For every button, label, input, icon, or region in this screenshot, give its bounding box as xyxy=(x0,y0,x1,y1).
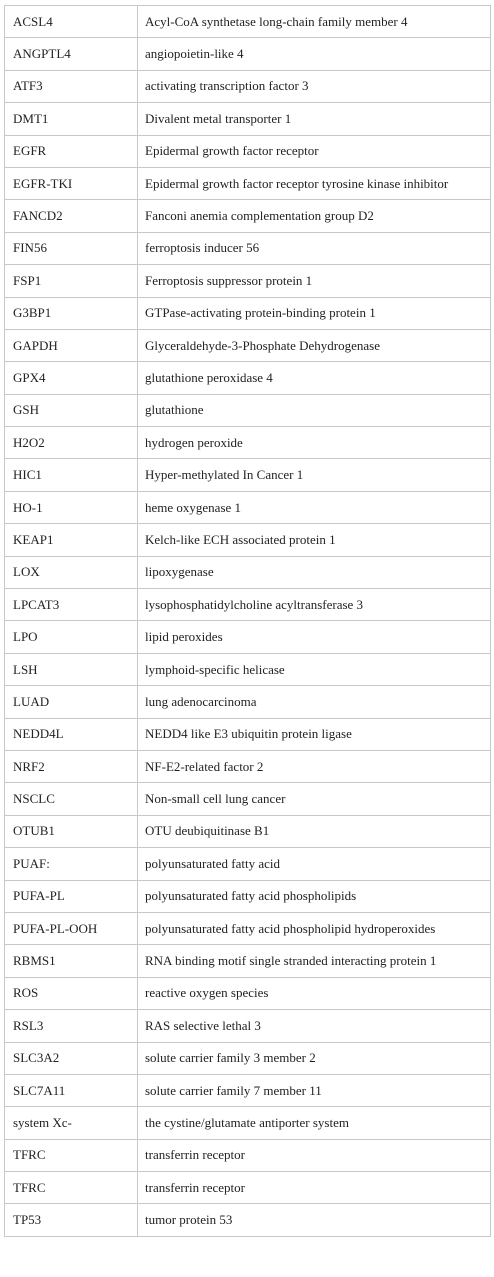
abbreviation-cell: LPCAT3 xyxy=(5,589,138,621)
table-row xyxy=(5,6,491,38)
table-row xyxy=(5,167,491,199)
table-row xyxy=(5,70,491,102)
table-row xyxy=(5,1042,491,1074)
abbreviation-cell: GSH xyxy=(5,394,138,426)
abbreviation-cell: PUFA-PL xyxy=(5,880,138,912)
abbreviation-cell: OTUB1 xyxy=(5,815,138,847)
abbreviation-cell: FIN56 xyxy=(5,232,138,264)
abbreviation-cell: FSP1 xyxy=(5,265,138,297)
definition-cell: solute carrier family 7 member 11 xyxy=(138,1074,491,1106)
abbreviations-table-body xyxy=(5,6,491,1237)
definition-cell: Non-small cell lung cancer xyxy=(138,783,491,815)
table-row xyxy=(5,589,491,621)
definition-cell: tumor protein 53 xyxy=(138,1204,491,1236)
definition-cell: lipid peroxides xyxy=(138,621,491,653)
table-row xyxy=(5,686,491,718)
definition-cell: Fanconi anemia complementation group D2 xyxy=(138,200,491,232)
definition-cell: Glyceraldehyde-3-Phosphate Dehydrogenase xyxy=(138,329,491,361)
definition-cell: lipoxygenase xyxy=(138,556,491,588)
abbreviation-cell: ROS xyxy=(5,977,138,1009)
definition-cell: Kelch-like ECH associated protein 1 xyxy=(138,524,491,556)
definition-cell: solute carrier family 3 member 2 xyxy=(138,1042,491,1074)
definition-cell: NF-E2-related factor 2 xyxy=(138,750,491,782)
abbreviation-cell: KEAP1 xyxy=(5,524,138,556)
definition-cell: ferroptosis inducer 56 xyxy=(138,232,491,264)
definition-cell: glutathione peroxidase 4 xyxy=(138,362,491,394)
table-row xyxy=(5,1139,491,1171)
table-row xyxy=(5,362,491,394)
abbreviation-cell: DMT1 xyxy=(5,103,138,135)
abbreviation-cell: PUFA-PL-OOH xyxy=(5,912,138,944)
abbreviation-cell: NSCLC xyxy=(5,783,138,815)
definition-cell: transferrin receptor xyxy=(138,1172,491,1204)
table-row xyxy=(5,297,491,329)
abbreviation-cell: PUAF: xyxy=(5,848,138,880)
definition-cell: glutathione xyxy=(138,394,491,426)
abbreviation-cell: RSL3 xyxy=(5,1010,138,1042)
definition-cell: Divalent metal transporter 1 xyxy=(138,103,491,135)
abbreviation-cell: ANGPTL4 xyxy=(5,38,138,70)
definition-cell: RNA binding motif single stranded interacting protein 1 xyxy=(138,945,491,977)
abbreviation-cell: system Xc- xyxy=(5,1107,138,1139)
table-row xyxy=(5,1204,491,1236)
definition-cell: angiopoietin-like 4 xyxy=(138,38,491,70)
abbreviation-cell: SLC7A11 xyxy=(5,1074,138,1106)
abbreviation-cell: NEDD4L xyxy=(5,718,138,750)
definition-cell: the cystine/glutamate antiporter system xyxy=(138,1107,491,1139)
table-row xyxy=(5,718,491,750)
definition-cell: lymphoid-specific helicase xyxy=(138,653,491,685)
definition-cell: transferrin receptor xyxy=(138,1139,491,1171)
table-row xyxy=(5,394,491,426)
table-row xyxy=(5,103,491,135)
table-row xyxy=(5,653,491,685)
abbreviation-cell: GPX4 xyxy=(5,362,138,394)
table-row xyxy=(5,783,491,815)
definition-cell: lung adenocarcinoma xyxy=(138,686,491,718)
table-row xyxy=(5,524,491,556)
abbreviation-cell: LSH xyxy=(5,653,138,685)
definition-cell: OTU deubiquitinase B1 xyxy=(138,815,491,847)
table-row xyxy=(5,848,491,880)
definition-cell: polyunsaturated fatty acid phospholipid hydroperoxides xyxy=(138,912,491,944)
abbreviation-cell: H2O2 xyxy=(5,427,138,459)
table-row xyxy=(5,945,491,977)
abbreviation-cell: GAPDH xyxy=(5,329,138,361)
definition-cell: hydrogen peroxide xyxy=(138,427,491,459)
table-row xyxy=(5,38,491,70)
definition-cell: activating transcription factor 3 xyxy=(138,70,491,102)
definition-cell: polyunsaturated fatty acid phospholipids xyxy=(138,880,491,912)
table-row xyxy=(5,427,491,459)
table-row xyxy=(5,232,491,264)
table-row xyxy=(5,880,491,912)
table-row xyxy=(5,750,491,782)
table-row xyxy=(5,1074,491,1106)
abbreviation-cell: TP53 xyxy=(5,1204,138,1236)
table-row xyxy=(5,329,491,361)
definition-cell: lysophosphatidylcholine acyltransferase 3 xyxy=(138,589,491,621)
abbreviation-cell: ATF3 xyxy=(5,70,138,102)
abbreviation-cell: TFRC xyxy=(5,1139,138,1171)
table-row xyxy=(5,1172,491,1204)
definition-cell: polyunsaturated fatty acid xyxy=(138,848,491,880)
definition-cell: Hyper-methylated In Cancer 1 xyxy=(138,459,491,491)
abbreviation-cell: HO-1 xyxy=(5,491,138,523)
definition-cell: Acyl-CoA synthetase long-chain family member 4 xyxy=(138,6,491,38)
abbreviations-table xyxy=(4,5,491,1237)
table-row xyxy=(5,265,491,297)
abbreviation-cell: ACSL4 xyxy=(5,6,138,38)
table-row xyxy=(5,135,491,167)
abbreviation-cell: LOX xyxy=(5,556,138,588)
abbreviation-cell: RBMS1 xyxy=(5,945,138,977)
definition-cell: Epidermal growth factor receptor tyrosine kinase inhibitor xyxy=(138,167,491,199)
table-row xyxy=(5,1107,491,1139)
abbreviation-cell: HIC1 xyxy=(5,459,138,491)
definition-cell: Ferroptosis suppressor protein 1 xyxy=(138,265,491,297)
definition-cell: heme oxygenase 1 xyxy=(138,491,491,523)
definition-cell: NEDD4 like E3 ubiquitin protein ligase xyxy=(138,718,491,750)
definition-cell: reactive oxygen species xyxy=(138,977,491,1009)
abbreviation-cell: SLC3A2 xyxy=(5,1042,138,1074)
abbreviation-cell: FANCD2 xyxy=(5,200,138,232)
table-row xyxy=(5,459,491,491)
abbreviation-cell: G3BP1 xyxy=(5,297,138,329)
abbreviation-cell: EGFR xyxy=(5,135,138,167)
table-row xyxy=(5,491,491,523)
abbreviation-cell: EGFR-TKI xyxy=(5,167,138,199)
table-row xyxy=(5,200,491,232)
table-row xyxy=(5,977,491,1009)
table-row xyxy=(5,1010,491,1042)
table-row xyxy=(5,815,491,847)
abbreviation-cell: NRF2 xyxy=(5,750,138,782)
definition-cell: Epidermal growth factor receptor xyxy=(138,135,491,167)
abbreviation-cell: TFRC xyxy=(5,1172,138,1204)
abbreviation-cell: LPO xyxy=(5,621,138,653)
table-row xyxy=(5,912,491,944)
abbreviation-cell: LUAD xyxy=(5,686,138,718)
table-row xyxy=(5,556,491,588)
table-row xyxy=(5,621,491,653)
definition-cell: RAS selective lethal 3 xyxy=(138,1010,491,1042)
definition-cell: GTPase-activating protein-binding protein 1 xyxy=(138,297,491,329)
